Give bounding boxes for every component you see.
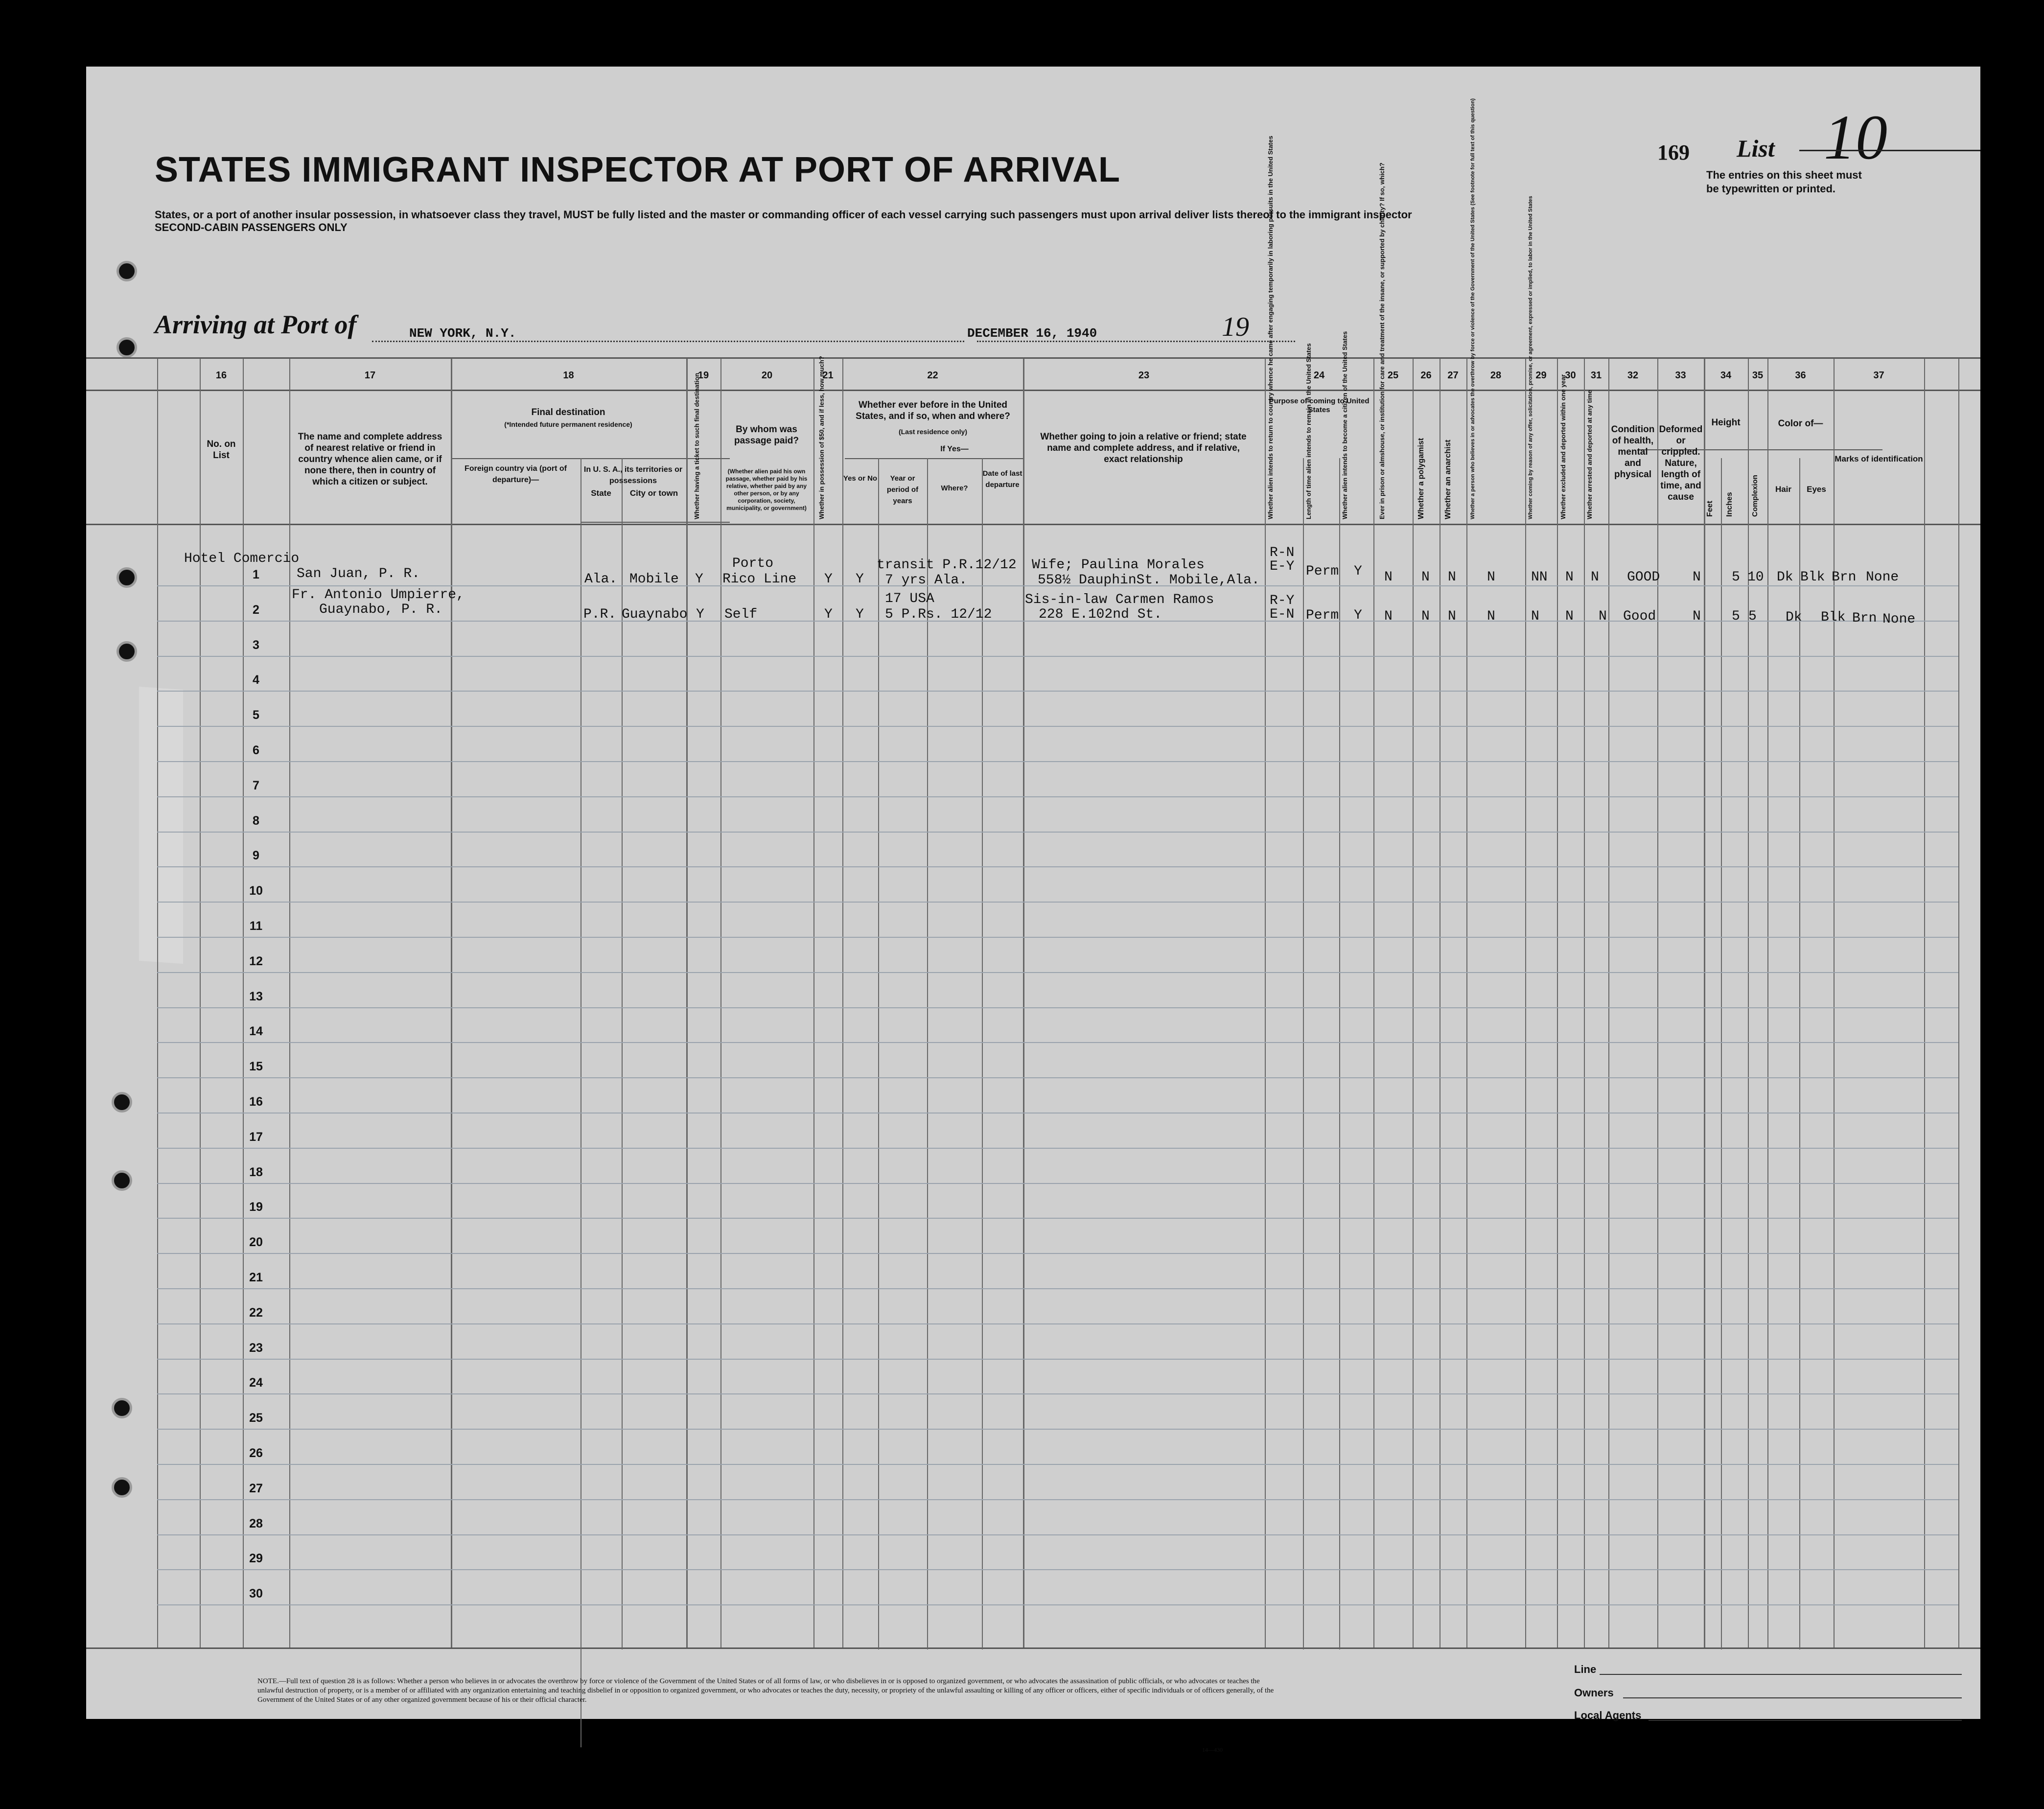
entry-1-years-bottom: 7 yrs Ala. xyxy=(885,573,968,588)
heading-last-departure: Date of last departure xyxy=(982,469,1022,489)
heading-join-relative: Whether going to join a relative or friend; state name and complete address, and if relative, exact relationship xyxy=(1040,432,1247,464)
col-line xyxy=(720,358,721,1647)
entry-1-fifty: Y xyxy=(824,572,833,587)
row-rule xyxy=(157,1569,1958,1570)
col-line xyxy=(1584,358,1585,1647)
entry-2-citizen: Y xyxy=(1354,608,1362,623)
form-title: STATES IMMIGRANT INSPECTOR AT PORT OF ARRIVAL xyxy=(155,150,1120,189)
heading-hair: Hair xyxy=(1775,485,1792,494)
row-rule xyxy=(157,1534,1958,1535)
heading-feet: Feet xyxy=(1706,501,1714,517)
entry-2-excluded: N xyxy=(1565,609,1574,624)
heading-polygamist: Whether a polygamist xyxy=(1417,438,1425,519)
entry-1-relative-top: Hotel Comercio xyxy=(184,551,300,566)
manifest-sheet xyxy=(86,67,1980,1753)
entry-1-deported: N xyxy=(1591,570,1599,585)
column-number: 33 xyxy=(1675,370,1686,381)
line-number: 18 xyxy=(249,1165,263,1179)
dest-sub-rule xyxy=(451,458,730,459)
row-rule xyxy=(157,937,1958,938)
col-line xyxy=(1704,358,1705,1647)
line-number: 11 xyxy=(249,919,263,933)
heading-yes-no: Yes or No xyxy=(843,474,878,483)
heading-if-yes: If Yes— xyxy=(940,445,969,453)
col-line xyxy=(1303,458,1304,1649)
entry-2-years-bottom: 5 P.Rs. 12/12 xyxy=(885,607,992,622)
column-number: 34 xyxy=(1720,370,1732,381)
heading-contract-labor: Whether coming by reason of any offer, solicitation, promise, or agreement, expressed or implied, to labor in the United States xyxy=(1528,196,1533,519)
binder-hole xyxy=(116,261,137,281)
folded-tab xyxy=(139,687,183,964)
line-number: 2 xyxy=(253,603,259,617)
row-rule xyxy=(157,1288,1958,1289)
column-number: 26 xyxy=(1420,370,1432,381)
col-line xyxy=(1373,358,1374,1647)
line-number: 21 xyxy=(249,1271,263,1284)
column-number: 19 xyxy=(697,370,709,381)
entry-2-health: Good xyxy=(1623,609,1656,624)
entry-1-city: Mobile xyxy=(629,572,679,587)
entry-2-hair: Blk xyxy=(1821,610,1846,625)
entry-1-purpose-bottom: E-Y xyxy=(1270,559,1295,574)
entry-2-anarchist: N xyxy=(1448,609,1456,624)
line-number: 27 xyxy=(249,1481,263,1495)
entry-2-eyes: Brn xyxy=(1852,611,1877,626)
entry-1-passage-bottom: Rico Line xyxy=(722,572,797,587)
line-number: 14 xyxy=(249,1024,263,1039)
col-line xyxy=(622,458,623,1649)
list-underline xyxy=(1799,150,1980,151)
heading-years: Year or period of years xyxy=(886,474,919,505)
row-rule xyxy=(157,1183,1958,1184)
line-number: 28 xyxy=(249,1516,263,1531)
line-number: 8 xyxy=(253,813,259,828)
binder-hole xyxy=(116,567,137,588)
col-line xyxy=(1748,358,1749,1647)
column-number: 28 xyxy=(1490,370,1502,381)
usa-sub-rule xyxy=(581,522,730,523)
entry-2-city: Guaynabo xyxy=(622,607,688,622)
row-rule xyxy=(157,1429,1958,1430)
heading-deported: Whether arrested and deported at any time xyxy=(1586,390,1593,519)
col-line xyxy=(1466,358,1467,1647)
entry-2-purpose-bottom: E-N xyxy=(1270,607,1295,622)
entry-1-ticket: Y xyxy=(695,572,703,587)
row-rule xyxy=(157,726,1958,727)
line-number: 5 xyxy=(253,708,259,722)
heading-health: Condition of health, mental and physical xyxy=(1611,424,1655,480)
entry-2-before: Y xyxy=(856,607,864,622)
entry-2-ticket: Y xyxy=(696,607,704,622)
line-number: 30 xyxy=(249,1587,263,1601)
col-line xyxy=(1721,458,1722,1649)
line-number: 6 xyxy=(253,743,259,757)
heading-marks: Marks of identification xyxy=(1835,454,1923,464)
column-number: 24 xyxy=(1313,370,1325,381)
row-rule xyxy=(157,656,1958,657)
col-line xyxy=(451,358,452,1647)
entry-2-deformed: N xyxy=(1693,609,1701,624)
row-rule xyxy=(157,1604,1958,1605)
line-number: 12 xyxy=(249,954,263,968)
entry-2-prison: N xyxy=(1384,609,1393,624)
row-rule xyxy=(157,866,1958,867)
arrival-date: DECEMBER 16, 1940 xyxy=(967,326,1097,341)
footer-owners-rule xyxy=(1623,1697,1962,1698)
col-line xyxy=(1657,358,1658,1647)
col-line xyxy=(1557,358,1558,1647)
line-number: 16 xyxy=(249,1095,263,1109)
entry-1-complexion: Dk xyxy=(1777,570,1793,585)
entry-1-passage-top: Porto xyxy=(732,556,774,571)
year-prefix: 19 xyxy=(1222,312,1249,342)
color-sub-rule xyxy=(1721,449,1882,450)
col-line xyxy=(1339,458,1340,1649)
heading-destination-note: (*Intended future permanent residence) xyxy=(504,420,632,428)
col-line xyxy=(157,358,158,1647)
instructions xyxy=(1706,168,1862,196)
column-number: 21 xyxy=(822,370,834,381)
heading-final-destination: Final destination xyxy=(531,407,605,417)
table-top-rule xyxy=(86,357,1980,359)
column-number: 30 xyxy=(1565,370,1576,381)
column-number: 36 xyxy=(1795,370,1806,381)
list-label: List xyxy=(1737,135,1775,162)
line-number: 17 xyxy=(249,1130,263,1144)
entry-1-inches: 10 xyxy=(1747,570,1764,585)
entry-2-years-top: 17 USA xyxy=(885,591,934,606)
instruction-line: The entries on this sheet must xyxy=(1706,169,1862,181)
entry-1-before: Y xyxy=(856,572,864,587)
col-line xyxy=(686,358,688,1647)
entry-2-join-top: Sis-in-law Carmen Ramos xyxy=(1025,592,1214,607)
heading-fifty-dollars: Whether in possession of $50, and if less, how much? xyxy=(818,356,825,519)
col-line xyxy=(927,458,928,1649)
column-number: 22 xyxy=(927,370,938,381)
heading-purpose: Purpose of coming to United States xyxy=(1269,397,1370,414)
col-line xyxy=(982,458,983,1649)
entry-1-join-top: Wife; Paulina Morales xyxy=(1032,557,1205,573)
binder-hole xyxy=(116,641,137,662)
entry-1-deformed: N xyxy=(1693,570,1701,585)
col-line xyxy=(878,458,879,1649)
column-number: 17 xyxy=(364,370,376,381)
table-bottom-rule xyxy=(86,1647,1980,1649)
col-line xyxy=(1799,458,1800,1649)
entry-1-prison: N xyxy=(1384,570,1393,585)
heading-last-residence: (Last residence only) xyxy=(898,428,968,436)
heading-purpose-b: Length of time alien intends to remain in the United States xyxy=(1305,343,1312,519)
heading-where: Where? xyxy=(941,484,968,492)
heading-ticket: Whether having a ticket to such final destination xyxy=(693,372,700,519)
heading-complexion: Complexion xyxy=(1751,475,1759,517)
entry-1-polygamist: N xyxy=(1421,570,1430,585)
row-rule xyxy=(157,1359,1958,1360)
heading-nearest-relative: The name and complete address of nearest relative or friend in country whence alien came, or if none there, then in country of which a citizen or subject. xyxy=(298,432,442,487)
entry-1-eyes: Brn xyxy=(1832,570,1857,585)
row-rule xyxy=(157,1464,1958,1465)
row-rule xyxy=(157,691,1958,692)
line-number: 9 xyxy=(253,849,259,863)
entry-2-inches: 5 xyxy=(1748,609,1757,624)
col-line xyxy=(1525,358,1526,1647)
footer-line-rule xyxy=(1600,1674,1962,1675)
heading-deformed: Deformed or crippled. Nature, length of time, and cause xyxy=(1659,424,1703,502)
heading-ever-before: Whether ever before in the United States, and if so, when and where? xyxy=(856,400,1010,421)
line-number: 1 xyxy=(253,568,259,581)
heading-color-of: Color of— xyxy=(1778,418,1823,429)
footer-agents-label: Local Agents xyxy=(1574,1709,1642,1721)
column-number: 18 xyxy=(563,370,574,381)
heading-foreign-country: Foreign country via (port of departure)— xyxy=(465,464,567,484)
list-number: 10 xyxy=(1824,102,1887,173)
column-number: 16 xyxy=(215,370,227,381)
col-line xyxy=(1608,358,1609,1647)
entry-1-marks: None xyxy=(1866,570,1899,585)
entry-2-feet: 5 xyxy=(1732,609,1740,624)
heading-q28: Whether a person who believes in or advocates the overthrow by force or violence of the Government of the United States (See footnote for full text of this question) xyxy=(1470,98,1476,519)
row-rule xyxy=(157,761,1958,762)
heading-in-usa: In U. S. A., its territories or possessions xyxy=(583,465,683,485)
col-line xyxy=(1265,358,1266,1647)
heading-inches: Inches xyxy=(1725,492,1734,517)
entry-1-health: GOOD xyxy=(1627,570,1660,585)
row-rule xyxy=(157,902,1958,903)
col-line xyxy=(1413,358,1414,1647)
line-number: 4 xyxy=(253,673,259,687)
heading-purpose-c: Whether alien intends to become a citizen of the United States xyxy=(1341,331,1348,519)
entry-2-contract: N xyxy=(1531,609,1539,624)
entry-2-polygamist: N xyxy=(1421,609,1430,624)
entry-1-excluded: N xyxy=(1565,570,1574,585)
row-rule xyxy=(157,832,1958,833)
entry-2-fifty: Y xyxy=(824,607,833,622)
line-number: 15 xyxy=(249,1060,263,1074)
row-rule xyxy=(157,972,1958,973)
binder-hole xyxy=(112,1092,132,1113)
col-line xyxy=(1834,358,1835,1647)
col-line xyxy=(842,358,843,1647)
entry-1-contract: NN xyxy=(1531,570,1548,585)
column-number: 20 xyxy=(761,370,773,381)
line-number: 23 xyxy=(249,1341,263,1355)
form-number: 14—430 xyxy=(1202,1746,1223,1753)
passenger-class: SECOND-CABIN PASSENGERS ONLY xyxy=(155,221,348,233)
entry-1-anarchist: N xyxy=(1448,570,1456,585)
entry-2-relative-bottom: Guaynabo, P. R. xyxy=(319,602,443,617)
heading-state: State xyxy=(591,488,611,498)
binder-hole xyxy=(112,1477,132,1498)
entry-1-q28: N xyxy=(1487,570,1495,585)
entry-2-length: Perm xyxy=(1306,608,1339,623)
entry-1-feet: 5 xyxy=(1732,570,1740,585)
entry-1-length: Perm xyxy=(1306,564,1339,579)
colnum-rule xyxy=(86,390,1980,391)
entry-2-state: P.R. xyxy=(583,607,617,622)
entry-2-purpose-top: R-Y xyxy=(1270,593,1295,608)
line-number: 24 xyxy=(249,1376,263,1390)
heading-passage-paid: By whom was passage paid? xyxy=(734,424,799,446)
column-number: 31 xyxy=(1590,370,1602,381)
heading-no-on-list: No. on List xyxy=(207,439,236,461)
row-rule xyxy=(157,1499,1958,1500)
heading-prison: Ever in prison or almshouse, or institution for care and treatment of the insane, or supported by charity? If so, which? xyxy=(1378,162,1386,519)
line-number: 26 xyxy=(249,1446,263,1460)
line-number: 22 xyxy=(249,1305,263,1320)
instruction-line: be typewritten or printed. xyxy=(1706,183,1836,195)
column-number: 27 xyxy=(1447,370,1459,381)
column-number: 37 xyxy=(1873,370,1884,381)
heading-excluded: Whether excluded and deported within one year xyxy=(1559,374,1567,519)
row-rule xyxy=(157,1007,1958,1008)
entry-2-relative-top: Fr. Antonio Umpierre, xyxy=(292,587,465,603)
line-number: 20 xyxy=(249,1235,263,1250)
row-rule xyxy=(157,1077,1958,1078)
line-number: 13 xyxy=(249,989,263,1003)
footer-line-label: Line xyxy=(1574,1663,1597,1675)
header-bottom-rule xyxy=(86,524,1980,525)
column-number: 23 xyxy=(1138,370,1150,381)
entry-2-marks: None xyxy=(1882,612,1916,627)
entry-1-years-top: transit P.R.12/12 xyxy=(877,557,1017,573)
row-rule xyxy=(157,1218,1958,1219)
arriving-label: Arriving at Port of xyxy=(155,310,357,339)
heading-anarchist: Whether an anarchist xyxy=(1444,440,1452,519)
entry-1-hair: Blk xyxy=(1800,570,1825,585)
heading-passage-note: (Whether alien paid his own passage, whether paid by his relative, whether paid by any other person, or by any corporation, society, municipality, or government) xyxy=(725,468,808,511)
port-dotted-line xyxy=(372,341,964,342)
line-number: 25 xyxy=(249,1411,263,1425)
entry-1-state: Ala. xyxy=(584,572,618,587)
row-rule xyxy=(157,1253,1958,1254)
row-rule xyxy=(157,1148,1958,1149)
entry-2-passage: Self xyxy=(724,607,758,622)
entry-1-purpose-top: R-N xyxy=(1270,545,1295,560)
column-number: 35 xyxy=(1752,370,1764,381)
row-rule xyxy=(157,1323,1958,1324)
entry-2-deported: N xyxy=(1599,609,1607,624)
col-line xyxy=(813,358,814,1647)
heading-eyes: Eyes xyxy=(1807,485,1826,494)
heading-city: City or town xyxy=(629,488,678,498)
binder-hole xyxy=(116,337,137,358)
entry-2-join-bottom: 228 E.102nd St. xyxy=(1039,607,1162,622)
row-rule xyxy=(157,796,1958,797)
binder-hole xyxy=(112,1398,132,1418)
column-number: 29 xyxy=(1535,370,1547,381)
heading-height: Height xyxy=(1711,417,1741,428)
sheet-number: 169 xyxy=(1657,140,1690,164)
form-subtitle: States, or a port of another insular possession, in whatsoever class they travel, MUST be fully listed and the master or commanding officer of each vessel carrying such passengers must upon arrival deliver lists thereof to the immigrant inspector xyxy=(155,209,1412,221)
footnote: NOTE.—Full text of question 28 is as follows: Whether a person who believes in or advocates the overthrow by force or violence of the Government of the United States or of all forms of law, or who disbelieves in or is opposed to organized government, or who advocates the assassination of public officials, or who advocates or teaches the unlawful destruction of property, or is a member of or affiliated with any organization entertaining and teaching disbelief in or opposition to organized government, or who advocates or teaches the duty, necessity, or propriety of the unlawful assaulting or killing of any officer or officers, either of specific individuals or of officers generally, of the Government of the United States or of any other organized government because of his or their official character. xyxy=(257,1677,1274,1704)
line-number: 3 xyxy=(253,638,259,652)
heading-purpose-a: Whether alien intends to return to country whence he came after engaging temporarily in laboring pursuits in the United States xyxy=(1267,136,1274,519)
entry-1-relative-bottom: San Juan, P. R. xyxy=(297,566,420,581)
footer-owners-label: Owners xyxy=(1574,1687,1614,1699)
line-number: 29 xyxy=(249,1552,263,1566)
prior-sub-rule xyxy=(845,458,1023,459)
arrival-port: NEW YORK, N.Y. xyxy=(409,326,516,341)
line-number: 19 xyxy=(249,1200,263,1214)
row-rule xyxy=(157,1042,1958,1043)
entry-2-q28: N xyxy=(1487,609,1495,624)
entry-1-citizen: Y xyxy=(1354,564,1362,579)
col-line xyxy=(1924,358,1925,1647)
col-line xyxy=(1767,358,1768,1647)
col-line xyxy=(1023,358,1024,1647)
line-number: 10 xyxy=(249,884,263,898)
binder-hole xyxy=(112,1170,132,1191)
row-rule xyxy=(157,1393,1958,1394)
entry-2-complexion: Dk xyxy=(1786,610,1802,625)
line-number: 7 xyxy=(253,778,259,792)
column-number: 25 xyxy=(1387,370,1399,381)
column-number: 32 xyxy=(1627,370,1639,381)
footer-agents-rule xyxy=(1649,1720,1962,1721)
entry-1-join-bottom: 558½ DauphinSt. Mobile,Ala. xyxy=(1038,573,1260,588)
col-line xyxy=(1958,358,1959,1647)
